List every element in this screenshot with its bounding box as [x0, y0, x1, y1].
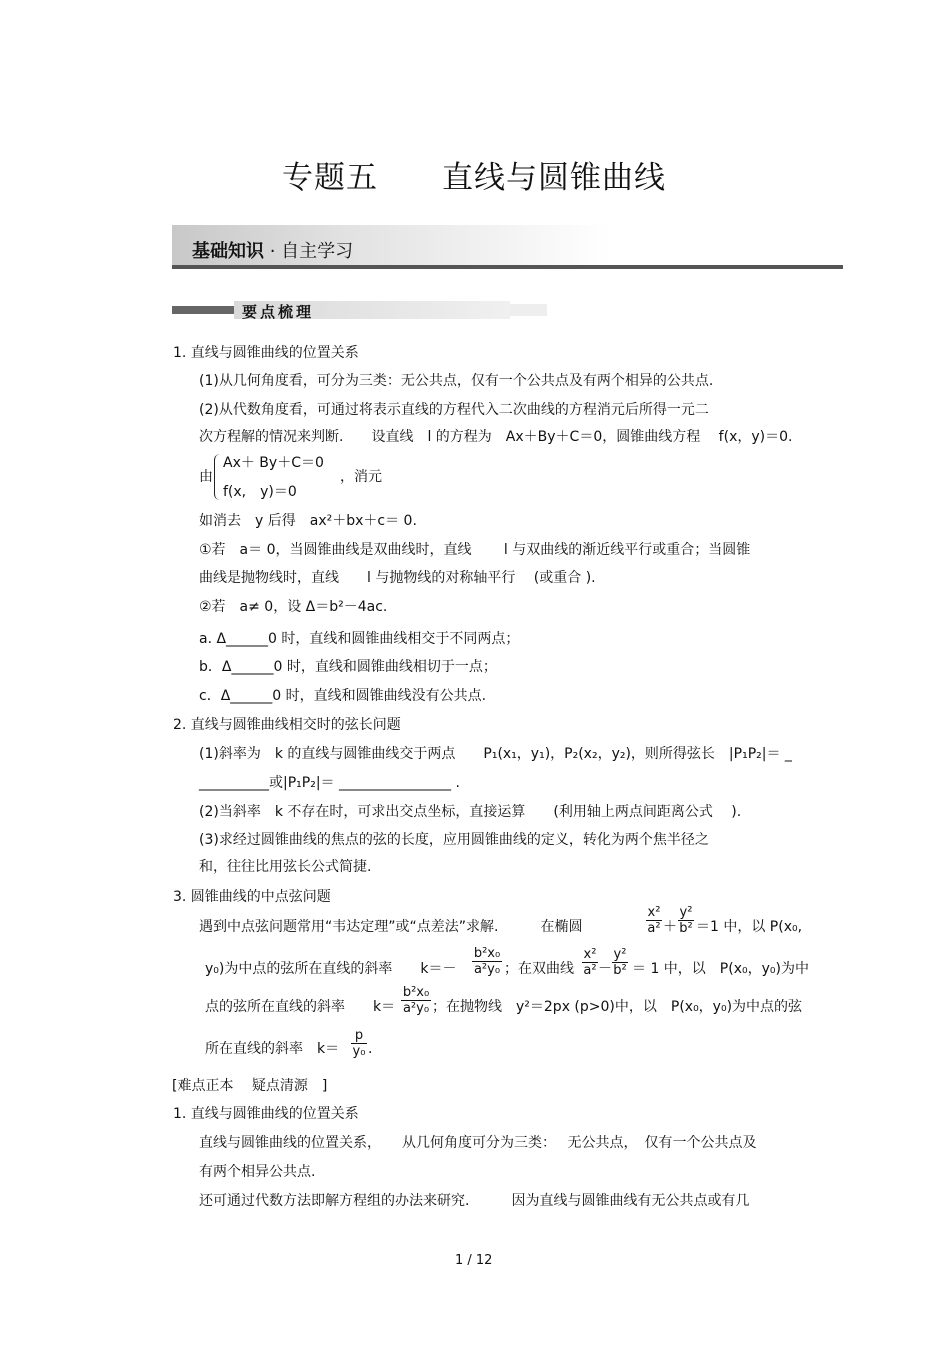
equation-line: Ax＋ By＋C＝0 — [223, 455, 324, 471]
paragraph: ②若 a≠ 0，设 Δ＝b²－4ac. — [199, 599, 388, 615]
paragraph: (2)从代数角度看，可通过将表示直线的方程代入二次曲线的方程消元后所得一元二 — [199, 402, 709, 418]
operator: ＋ — [663, 919, 677, 935]
paragraph: ；在抛物线 y²＝2px (p>0)中，以 P(x₀，y₀)为中点的弦 — [432, 999, 803, 1015]
paragraph: y₀)为中点的弦所在直线的斜率 k＝－ — [205, 961, 457, 977]
paragraph: 次方程解的情况来判断. 设直线 l 的方程为 Ax＋By＋C＝0，圆锥曲线方程 f(x，y)＝0. — [199, 429, 793, 445]
fraction: $\frac{p}{\text{y₀}}$ — [352, 1028, 366, 1059]
operator: － — [598, 961, 612, 977]
paragraph: 所在直线的斜率 k＝ — [205, 1041, 340, 1057]
note-heading: [难点正本 疑点清源 ] — [172, 1078, 328, 1094]
heading-3: 3. 圆锥曲线的中点弦问题 — [173, 889, 331, 905]
paragraph: 遇到中点弦问题常用“韦达定理”或“点差法”求解. 在椭圆 — [199, 919, 583, 935]
paragraph: (3)求经过圆锥曲线的焦点的弦的长度，应用圆锥曲线的定义，转化为两个焦半径之 — [199, 832, 709, 848]
paragraph: (1)斜率为 k 的直线与圆锥曲线交于两点 P₁(x₁，y₁)，P₂(x₂，y₂)，则所得弦长 |P₁P₂|＝ _ — [199, 746, 792, 762]
paragraph: 直线与圆锥曲线的位置关系， 从几何角度可分为三类： 无公共点， 仅有一个公共点及 — [199, 1135, 757, 1151]
heading-2: 2. 直线与圆锥曲线相交时的弦长问题 — [173, 717, 401, 733]
heading-1: 1. 直线与圆锥曲线的位置关系 — [173, 345, 359, 361]
fraction: $\frac{\text{y²}}{\text{b²}}$ — [613, 947, 627, 978]
paragraph: (2)当斜率 k 不存在时，可求出交点坐标，直接运算 (利用轴上两点间距离公式 ). — [199, 804, 742, 820]
fraction: $\frac{\text{b²x₀}}{\text{a²y₀}}$ — [473, 946, 501, 977]
paragraph: ①若 a＝ 0，当圆锥曲线是双曲线时，直线 l 与双曲线的渐近线平行或重合；当圆锥 — [199, 542, 751, 558]
operator: . — [368, 1041, 373, 1057]
paragraph: 有两个相异公共点. — [199, 1164, 316, 1180]
section-header-bar — [172, 225, 843, 269]
paragraph: ＝ 1 中，以 P(x₀，y₀)为中 — [632, 961, 809, 977]
paragraph: 和，往往比用弦长公式简捷. — [199, 859, 372, 875]
equation-line: f(x, y)＝0 — [223, 484, 297, 500]
page-number: 1 / 12 — [455, 1253, 493, 1268]
fraction: $\frac{\text{x²}}{\text{a²}}$ — [583, 947, 597, 978]
paragraph: 点的弦所在直线的斜率 k＝ — [205, 999, 396, 1015]
paragraph: 曲线是抛物线时，直线 l 与抛物线的对称轴平行 (或重合 ). — [199, 570, 596, 586]
section-header-text: 基础知识 · 自主学习 — [192, 241, 354, 262]
paragraph: c．Δ______0 时，直线和圆锥曲线没有公共点. — [199, 688, 487, 704]
paragraph: ；在双曲线 — [504, 961, 574, 977]
paragraph: (1)从几何角度看，可分为三类：无公共点，仅有一个公共点及有两个相异的公共点. — [199, 373, 714, 389]
equation-brace — [214, 454, 223, 500]
paragraph: a. Δ______0 时，直线和圆锥曲线相交于不同两点； — [199, 631, 520, 647]
paragraph: 由 — [199, 469, 213, 485]
paragraph: 如消去 y 后得 ax²＋bx＋c＝ 0. — [199, 513, 417, 529]
page-title: 专题五 直线与圆锥曲线 — [282, 160, 666, 196]
heading-4: 1. 直线与圆锥曲线的位置关系 — [173, 1106, 359, 1122]
subsection-title: 要点梳理 — [242, 303, 315, 321]
subsection-bar — [172, 301, 547, 319]
paragraph: ，消元 — [340, 469, 382, 485]
fraction: $\frac{\text{x²}}{\text{a²}}$ — [647, 905, 661, 936]
fraction: $\frac{\text{y²}}{\text{b²}}$ — [679, 905, 693, 936]
paragraph: 还可通过代数方法即解方程组的办法来研究. 因为直线与圆锥曲线有无公共点或有几 — [199, 1193, 750, 1209]
paragraph: b．Δ______0 时，直线和圆锥曲线相切于一点； — [199, 659, 497, 675]
paragraph: __________或|P₁P₂|＝ ________________ . — [199, 775, 460, 791]
paragraph: ＝1 中，以 P(x₀, — [696, 919, 803, 935]
fraction: $\frac{\text{b²x₀}}{\text{a²y₀}}$ — [402, 985, 430, 1016]
